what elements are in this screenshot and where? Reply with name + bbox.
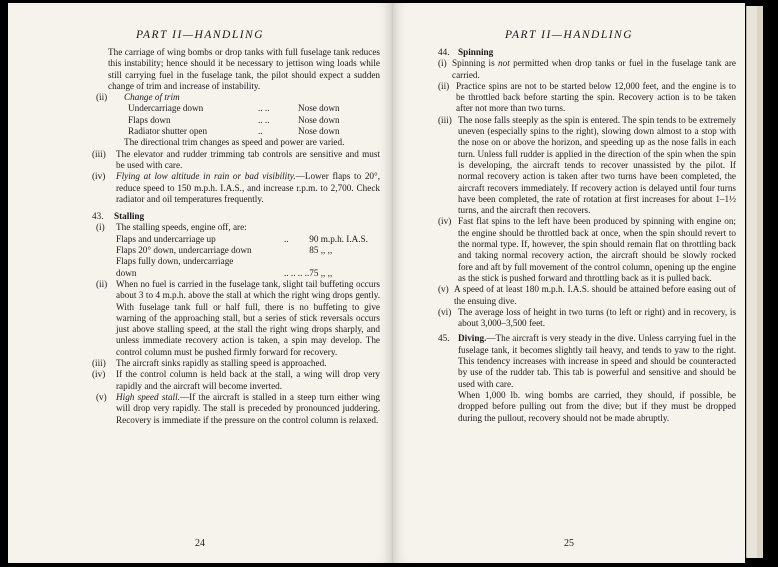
item-43-ii: (ii) When no fuel is carried in the fuselage tank, slight tail buffeting occurs about 3 to 4 m.p.h. above the stall at which the right wing drops gently. With fuselage tank full or half full, there is no buffeting to give warning of the approaching stall, but a series of stick reversals occurs just above stalling speed, at the stall the right wing drops sharply, and unless immediate recovery action is taken, a spin may develop. The control column must be pushed firmly forward for recovery. (96, 278, 380, 357)
left-page (8, 3, 393, 563)
item-44-i: (i) Spinning is not permitted when drop tanks or fuel in the fuselage tank are carried. (438, 58, 736, 80)
right-page (393, 3, 745, 563)
section-45-paragraph-2: When 1,000 lb. wing bombs are carried, they should, if possible, be dropped before pulling out from the dive; but if they must be dropped during the pullout, recovery should not be made abruptly. (458, 389, 736, 423)
table-row: down .. .. .. .. 75 ,, ,, (116, 267, 333, 278)
item-43-i: (i) The stalling speeds, engine off, are: (96, 222, 247, 233)
item-43-iii: (iii) The aircraft sinks rapidly as stalling speed is approached. (92, 358, 327, 369)
left-page-body (92, 47, 380, 426)
item-43-iv: (iv) If the control column is held back at the stall, a wing will drop very rapidly and the aircraft will become inverted. (92, 369, 380, 391)
item-44-vi: (vi) The average loss of height in two turns (to left or right) and in recovery, is about 3,000–3,500 feet. (438, 306, 736, 329)
table-row: Flaps 20° down, undercarriage down 85 ,, ,, (116, 245, 333, 256)
item-44-ii: (ii) Practice spins are not to be started below 12,000 feet, and the engine is to be throttled back before starting the spin. Recovery action is to be taken after not more than two turns. (438, 80, 736, 114)
table-row: Flaps and undercarriage up .. 90 m.p.h. I.A.S. (116, 233, 368, 244)
page-stack-edge-outer (757, 6, 763, 558)
table-row: Radiator shutter open .. Nose down (128, 126, 340, 137)
trim-table (128, 103, 340, 137)
left-page-number: 24 (195, 538, 205, 549)
right-page-number: 25 (564, 538, 574, 549)
table-row: Flaps fully down, undercarriage (116, 256, 234, 267)
page-stack-edge (746, 6, 757, 558)
right-page-header: PART II—HANDLING (504, 29, 634, 41)
item-44-iii: (iii) The nose falls steeply as the spin is entered. The spin tends to be extremely uneven (especially spins to the right), slowing down almost to a stop with the nose on or above the horizon, and speeding up as the nose falls in each turn. Unless full rudder is applied in the direction of the spin when the spin is developing, the aircraft tends to recover unassisted by the pilot. If normal recovery action is taken after two turns have been completed, the aircraft recovers immediately. If recovery action is delayed until four turns have been completed, the rate of rotation at first increases for about 1–1½ turns, and the aircraft then recovers. (438, 114, 736, 216)
item-43-v: (v) High speed stall.—If the aircraft is stalled in a steep turn either wing will drop very rapidly. The stall is preceded by pronounced juddering. Recovery is immediate if the pressure on the control column is relaxed. (96, 391, 380, 425)
item-44-v: (v) A speed of at least 180 m.p.h. I.A.S. should be attained before easing out of the ensuing dive. (438, 284, 736, 306)
intro-paragraph: The carriage of wing bombs or drop tanks with full fuselage tank reduces this instability; hence should it be necessary to jettison wing loads while still carrying fuel in the fuselage tank, the pilot should expect a sudden change of trim and increase of instability. (108, 47, 380, 91)
right-page-body (438, 47, 736, 424)
item-44-iv: (iv) Fast flat spins to the left have been produced by spinning with engine on; the engine should be throttled back at once, when the spin should revert to the normal type. If, however, the spin should remain flat on throttling back and taking normal recovery action, the aircraft should be slowly rocked fore and aft by full movement of the control column, opening up the engine as the stick is pushed forward and throttling back as it is pulled back. (438, 216, 736, 283)
section-43-heading: 43. Stalling (92, 211, 145, 222)
stall-speed-table (116, 234, 368, 279)
section-44-heading: 44. Spinning (438, 47, 494, 57)
table-row: Undercarriage down .. .. Nose down (128, 103, 340, 114)
item-iii: (iii) The elevator and rudder trimming tab controls are sensitive and must be used with care. (92, 148, 380, 170)
trim-note: The directional trim changes as speed and power are varied. (124, 137, 345, 148)
item-ii-change-of-trim: (ii) Change of trim (96, 92, 180, 103)
section-45: 45. Diving.—The aircraft is very steady in the dive. Unless carrying fuel in the fuselage tank, it becomes slightly tail heavy, and tends to yaw to the right. This tendency increases with increase in speed and should be counteracted by use of the rudder tab. This tab is powerful and sensitive and should be used with care. (438, 333, 736, 389)
table-row: Flaps down .. .. Nose down (128, 114, 340, 125)
left-page-header: PART II—HANDLING (135, 29, 265, 41)
item-iv: (iv) Flying at low altitude in rain or bad visibility.—Lower flaps to 20°, reduce speed to 150 m.p.h. I.A.S., and increase r.p.m. to 2,700. Check radiator and oil temperatures frequently. (92, 171, 380, 204)
